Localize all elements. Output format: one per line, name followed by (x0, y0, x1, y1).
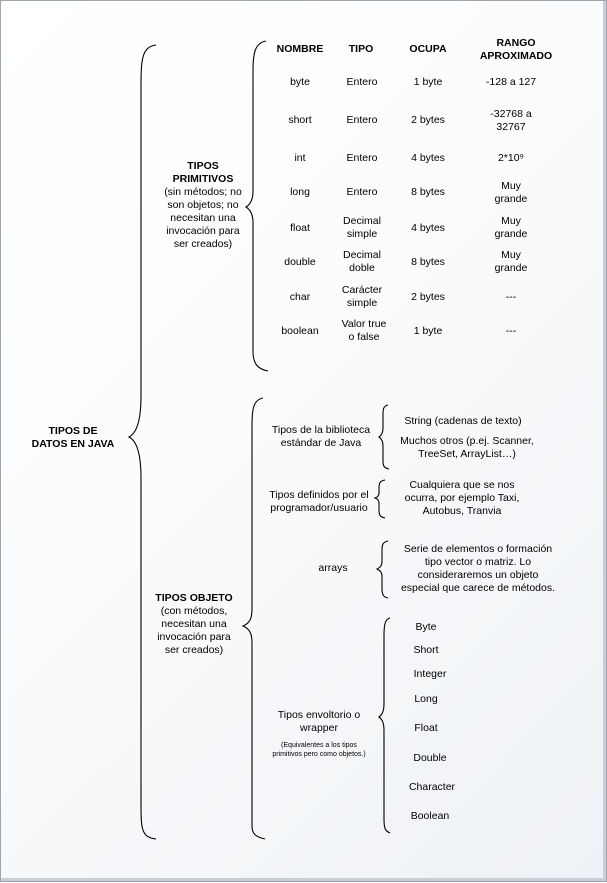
objeto-brace (243, 398, 265, 839)
row-short-rango (471, 108, 551, 134)
biblioteca-item-otros (393, 435, 541, 461)
wrapper-item-character: Character (408, 781, 456, 793)
row-byte-rango: -128 a 127 (485, 76, 537, 88)
header-ocupa: OCUPA (409, 43, 447, 55)
primitivos-title-line2: PRIMITIVOS (172, 173, 234, 185)
root-label-line1: TIPOS DE (48, 425, 98, 437)
row-float-tipo-line2: simple (346, 228, 378, 240)
header-rango (471, 37, 561, 63)
row-boolean-tipo-line2: o false (348, 331, 380, 343)
arrays-desc-line4: especial que carece de métodos. (400, 582, 556, 594)
row-short-tipo: Entero (346, 114, 378, 126)
arrays-desc-line3: consideraremos un objeto (417, 569, 539, 581)
usuario-label (263, 489, 375, 515)
usuario-label-line2: programador/usuario (270, 502, 368, 514)
row-float-rango-line1: Muy (501, 215, 521, 227)
row-float-nombre: float (290, 222, 310, 234)
row-long-rango-line2: grande (494, 193, 528, 205)
wrapper-item-integer: Integer (413, 668, 447, 680)
header-rango-line1: RANGO (496, 37, 536, 49)
row-byte-nombre: byte (290, 76, 310, 88)
row-char-rango: --- (505, 291, 517, 303)
objeto-desc-2: necesitan una (161, 618, 227, 630)
row-double-tipo (333, 249, 391, 275)
biblioteca-item-otros-line2: TreeSet, ArrayList…) (418, 448, 516, 460)
row-double-tipo-line2: doble (349, 262, 375, 274)
wrapper-label-line2: wrapper (300, 722, 338, 734)
row-int-nombre: int (294, 152, 306, 164)
primitivos-label (146, 160, 260, 251)
row-char-tipo (333, 284, 391, 310)
row-boolean-tipo (333, 318, 395, 344)
row-float-ocupa: 4 bytes (411, 222, 445, 234)
row-boolean-ocupa: 1 byte (413, 325, 443, 337)
row-long-tipo: Entero (346, 186, 378, 198)
objeto-desc-1: (con métodos, (160, 605, 228, 617)
row-long-nombre: long (290, 186, 310, 198)
wrapper-item-long: Long (414, 693, 438, 705)
usuario-desc-line3: Autobus, Tranvia (422, 505, 502, 517)
row-double-rango-line2: grande (494, 262, 528, 274)
row-short-ocupa: 2 bytes (411, 114, 445, 126)
row-long-ocupa: 8 bytes (411, 186, 445, 198)
row-double-nombre: double (284, 256, 316, 268)
root-label (23, 425, 123, 451)
arrays-desc-line2: tipo vector o matriz. Lo (424, 556, 532, 568)
primitivos-desc-5: ser creados) (173, 238, 233, 250)
row-char-nombre: char (289, 291, 311, 303)
primitivos-desc-3: necesitan una (170, 212, 236, 224)
row-float-rango (471, 215, 551, 241)
arrays-brace (377, 541, 388, 598)
row-short-nombre: short (288, 114, 312, 126)
biblioteca-label (263, 424, 379, 450)
wrapper-note-line2: primitivos pero como objetos.) (272, 751, 366, 758)
row-long-rango (471, 180, 551, 206)
biblioteca-item-otros-line1: Muchos otros (p.ej. Scanner, (400, 435, 534, 447)
row-float-rango-line2: grande (494, 228, 528, 240)
arrays-desc-line1: Serie de elementos o formación (403, 543, 553, 555)
usuario-label-line1: Tipos definidos por el (269, 489, 369, 501)
wrapper-label-line1: Tipos envoltorio o (277, 709, 361, 721)
row-float-tipo-line1: Decimal (343, 215, 381, 227)
usuario-brace (375, 480, 385, 518)
row-int-rango: 2*10⁹ (497, 152, 525, 164)
row-boolean-nombre: boolean (281, 325, 319, 337)
row-char-ocupa: 2 bytes (411, 291, 445, 303)
usuario-desc-line1: Cualquiera que se nos (409, 479, 515, 491)
row-double-ocupa: 8 bytes (411, 256, 445, 268)
row-short-rango-line2: 32767 (496, 121, 526, 133)
row-short-rango-line1: -32768 a (490, 108, 532, 120)
row-char-tipo-line2: simple (346, 297, 378, 309)
usuario-desc (389, 479, 535, 518)
wrapper-item-float: Float (414, 722, 438, 734)
row-byte-tipo: Entero (346, 76, 378, 88)
row-byte-ocupa: 1 byte (413, 76, 443, 88)
wrapper-brace (379, 618, 390, 833)
primitivos-title-line1: TIPOS (187, 160, 219, 172)
row-float-tipo (333, 215, 391, 241)
wrapper-note (259, 741, 379, 759)
arrays-desc (393, 543, 563, 595)
root-label-line2: DATOS EN JAVA (31, 438, 115, 450)
biblioteca-item-string: String (cadenas de texto) (404, 415, 522, 427)
wrapper-item-byte: Byte (415, 621, 437, 633)
wrapper-item-boolean: Boolean (410, 810, 450, 822)
row-int-ocupa: 4 bytes (411, 152, 445, 164)
wrapper-note-line1: (Equivalentes a los tipos (281, 742, 357, 749)
primitivos-desc-1: (sin métodos; no (164, 186, 242, 198)
objeto-label (144, 592, 244, 657)
wrapper-item-short: Short (413, 644, 439, 656)
row-boolean-rango: --- (505, 325, 517, 337)
row-double-tipo-line1: Decimal (343, 249, 381, 261)
biblioteca-label-line1: Tipos de la biblioteca (271, 424, 371, 436)
biblioteca-brace (379, 405, 389, 469)
row-int-tipo: Entero (346, 152, 378, 164)
usuario-desc-line2: ocurra, por ejemplo Taxi, (404, 492, 520, 504)
row-double-rango-line1: Muy (501, 249, 521, 261)
wrapper-label (263, 709, 375, 735)
primitivos-desc-2: son objetos; no (167, 199, 239, 211)
biblioteca-label-line2: estándar de Java (280, 437, 362, 449)
header-tipo: TIPO (348, 43, 374, 55)
row-boolean-tipo-line1: Valor true (341, 318, 387, 330)
objeto-desc-3: invocación para (157, 631, 231, 643)
arrays-label: arrays (318, 562, 348, 574)
header-rango-line2: APROXIMADO (479, 50, 553, 62)
primitivos-desc-4: invocación para (166, 225, 240, 237)
row-double-rango (471, 249, 551, 275)
objeto-desc-4: ser creados) (164, 644, 224, 656)
row-char-tipo-line1: Carácter (341, 284, 383, 296)
header-nombre: NOMBRE (276, 43, 324, 55)
objeto-title: TIPOS OBJETO (155, 592, 233, 604)
row-long-rango-line1: Muy (501, 180, 521, 192)
wrapper-item-double: Double (413, 752, 447, 764)
